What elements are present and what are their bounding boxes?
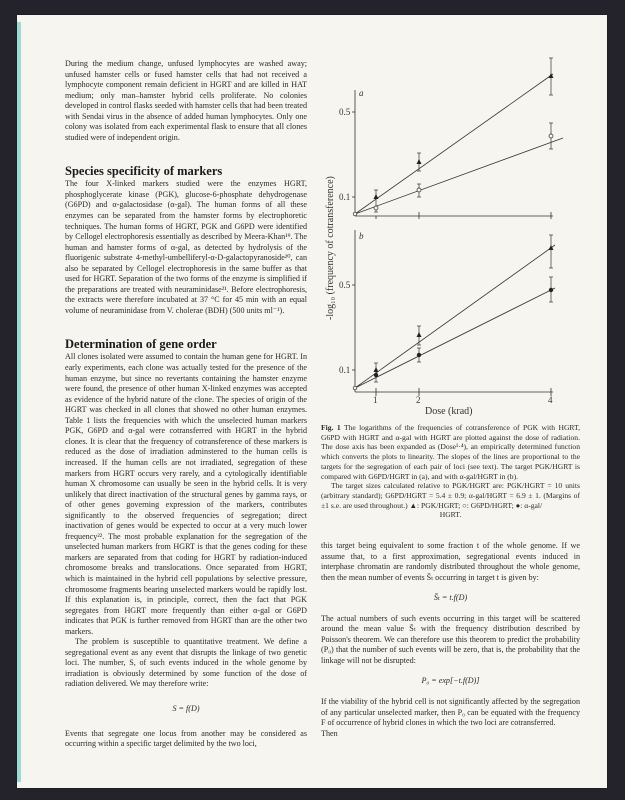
caption-text: The logarithms of the frequencies of cotransference of PGK with HGRT, G6PD with HGRT and α-gal with HGRT are plotted against the dose of radiation. The dose axis has been expanded as (Dose¹·⁴), an empirically determined function which converts the plots to linearity. The slopes of the lines are proportional to the targets for the segregation of each pair of loci (see text). The target PGK/HGRT is compared with G6PD/HGRT in (a), and with α-gal/HGRT in (b).: [321, 423, 581, 481]
gene-order-paragraph-3: Events that segregate one locus from another may be considered as occurring within a specific target delimited by the two loci,: [65, 728, 307, 749]
equation-st: S̄ₜ = t.f(D): [433, 593, 468, 603]
x-tick-2: 2: [416, 395, 421, 405]
gene-order-paragraph-1: All clones isolated were assumed to contain the human gene for HGRT. In early experiments, each clone was actually tested for the presence of the human enzyme, but since no revertants containing the hamster enzyme were found, the presence of other human X-linked enzymes was accepted as evidence of the hybrid nature of the clone. The species of origin of the HGRT was checked in all clones that showed no other human enzymes. Table 1 lists the frequencies with which the unselected human markers PGK, G6PD and α-gal were cotransferred with HGRT in the hybrid clones. It is clear that the frequency of cotransference of these markers is reduced as the dose of irradiation adminstered to the human cells is increased. If the human cells are not irradiated, segregation of these markers from HGRT occurs very rarely, and a cytologically identifiable human X chromosome can usually be seen in the hybrid cells. It is very unlikely that direct inactivation of the structural genes by gamma rays, or of other genes governing expression of the markers, contributes significantly to the observed frequencies of segregation; direct inactivation of genes would be expected to occur at a very much lower frequency²². The most probable explanation for the segregation of the unselected human markers from HGRT is that the genes coding for these markers are separated from that coding for HGRT by radiation-induced chromosome breaks and translocations. Once separated from HGRT, which is maintained in the hybrid cell populations by selective pressure, chromosome fragments bearing unselected markers would be rapidly lost. If this explanation is, in principle, correct, then the fact that PGK segregates from HGRT more frequently than either α-gal or G6PD indicates that PGK is further removed from HGRT than are the other two markers.: [65, 352, 307, 636]
intro-paragraph: During the medium change, unfused lymphocytes are washed away; unfused hamster cells or fused hamster cells that had not received a lymphocyte component remain deficient in HGRT and are killed in HAT medium; only man–hamster hybrid cells proliferate. No colonies developed in control flasks seeded with hamster cells that had been treated with Sendai virus in the absence of added human lymphocytes. Only one colony was isolated from each experimental flask to ensure that all clones studied were of independent origin.: [65, 59, 307, 142]
equation-s-fd: S = f(D): [172, 703, 200, 713]
panel-a-tick-01: 0.1: [339, 192, 351, 202]
x-tick-1: 1: [373, 395, 378, 405]
x-tick-4: 4: [548, 395, 553, 405]
equation-p0: P₀ = exp[−t.f(D)]: [421, 676, 480, 686]
caption-text-2: The target sizes calculated relative to PGK/HGRT are: PGK/HGRT = 10 units (arbitrary standard); G6PD/HGRT = 5.4 ± 0.9; α-gal/HGRT = 6.9 ± 1. (Margins of ±1 s.e. are used throughout.) ▲: PGK/HGRT; ○: G6PD/HGRT; ●: α-gal/: [321, 481, 580, 510]
caption-tail: HGRT.: [439, 510, 462, 520]
gene-order-paragraph-2: The problem is susceptible to quantitative treatment. We define a segregational event as any event that disrupts the linkage of two genetic loci. The number, S, of such events induced in the whole genome by irradiation is obviously determined by some function of the dose of radiation delivered. We may therefore write:: [65, 637, 307, 689]
left-column: [65, 59, 307, 750]
caption-label: Fig. 1: [321, 423, 341, 432]
section-heading-gene-order: Determination of gene order: [65, 337, 217, 352]
right-paragraph-2: The actual numbers of such events occurring in this target will be scattered around the mean value S̄ₜ with the frequency distribution described by Poisson's theorem. We can therefore use this theorem to predict the probability (P₀) that the number of such events will be zero, that is, the probability that the linkage will not be disrupted:: [321, 613, 580, 665]
panel-b-tick-05: 0.5: [339, 280, 351, 290]
right-column: [321, 541, 580, 739]
panel-a-label: a: [359, 88, 364, 98]
panel-b-label: b: [359, 231, 364, 241]
figure-caption: [321, 423, 580, 520]
species-paragraph: The four X-linked markers studied were the enzymes HGRT, phosphoglycerate kinase (PGK), glucose-6-phosphate dehydrogenase (G6PD) and α-galactosidase (α-gal). The human forms of all these enzymes can be separated from the hamster forms by electrophoretic techniques. The human forms of HGRT, PGK and G6PD were identified by Cellogel electrophoresis essentially as described by Meera-Khan¹⁹. The human and hamster forms of α-gal, as detected by hydrolysis of the fluorigenic substrate 4-methyl-umbelliferyl-α-D-galactopyranoside²⁰, can also be separated by Cellogel electrophoresis in the same buffer as that used for HGRT. Separation of the two forms of the enzyme is simplified if the preparations are treated with neuraminidase²¹. Before electrophoresis, the extracts were therefore incubated at 37 °C for 45 min with an equal volume of neuraminidase from V. cholerae (BDH) (500 units ml⁻¹).: [65, 179, 307, 315]
panel-b-tick-01: 0.1: [339, 365, 351, 375]
y-axis-label: -log₁₀ (frequency of cotransference): [325, 176, 336, 320]
page-edge: [17, 22, 21, 782]
right-paragraph-3: If the viability of the hybrid cell is not significantly affected by the segregation of any particular unselected marker, then P₀ can be equated with the frequency F of occurrence of hybrid clones in which the two loci are cotransferred.: [321, 697, 580, 728]
panel-a-tick-05: 0.5: [339, 107, 351, 117]
right-paragraph-4: Then: [321, 728, 338, 738]
right-paragraph-1: this target being equivalent to some fraction t of the whole genome. If we assume that, to a first approximation, segregational events induced in interphase chromatin are randomly distributed throughout the whole genome, then the mean number of events S̄ₜ occurring in target t is given by:: [321, 541, 580, 582]
section-heading-species: Species specificity of markers: [65, 164, 223, 179]
figure-1-chart: [315, 55, 585, 420]
x-axis-label: Dose (krad): [425, 406, 473, 417]
